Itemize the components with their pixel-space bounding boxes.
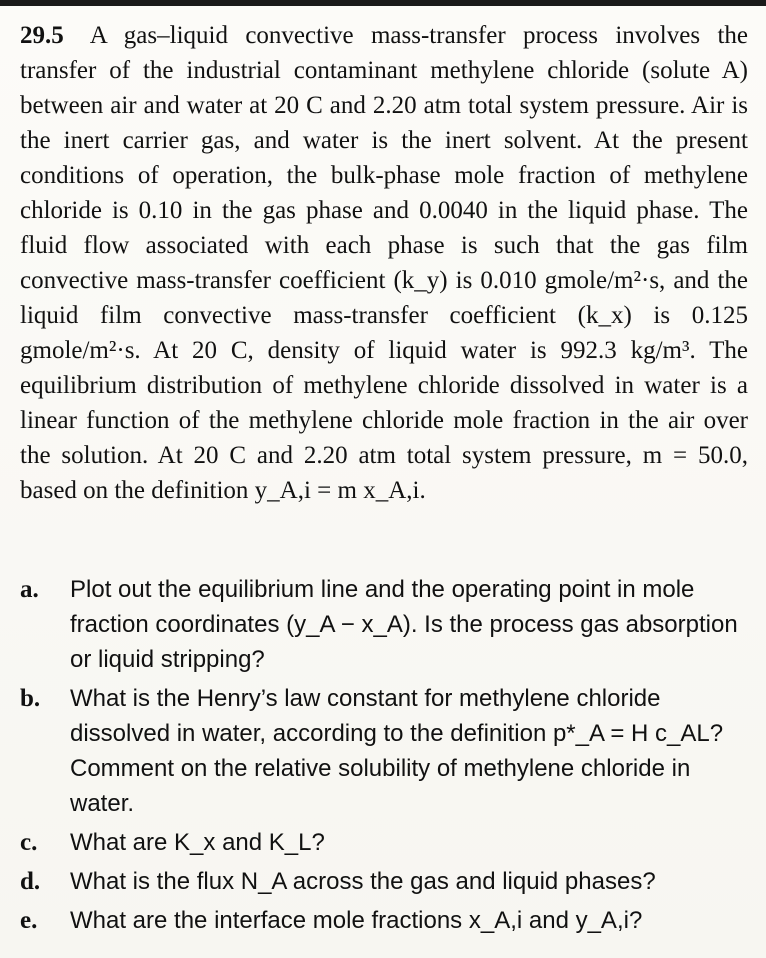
problem-text: A gas–liquid convective mass-transfer process involves the transfer of the industrial contaminant methylene chloride (solute A) between air and water at 20 C and 2.20 atm total system pressure. Air is the inert carrier gas, and water is the inert solvent. At the present conditions of operation, the bulk-phase mole fraction of methylene chloride is 0.10 in the gas phase and 0.0040 in the liquid phase. The fluid flow associated with each phase is such that the gas film convective mass-transfer coefficient (k_y) is 0.010 gmole/m²·s, and the liquid film convective mass-transfer coefficient (k_x) is 0.125 gmole/m²·s. At 20 C, density of liquid water is 992.3 kg/m³. The equilibrium distribution of methylene chloride dissolved in water is a linear function of the methylene chloride mole fraction in the air over the solution. At 20 C and 2.20 atm total system pressure, m = 50.0, based on the definition y_A,i = m x_A,i. (20, 22, 748, 504)
problem-number: 29.5 (20, 22, 64, 49)
part-e-text: What are the interface mole fractions x_A,i and y_A,i? (70, 907, 643, 934)
problem-statement (20, 18, 748, 508)
part-a-text: Plot out the equilibrium line and the operating point in mole fraction coordinates (y_A − x_A). Is the process gas absorption or liquid stripping? (70, 576, 738, 673)
part-d-letter: d. (20, 868, 41, 895)
part-b (20, 681, 748, 821)
part-e-letter: e. (20, 907, 38, 934)
part-b-text: What is the Henry’s law constant for methylene chloride dissolved in water, according to the definition p*_A = H c_AL? Comment on the relative solubility of methylene chloride in water. (70, 685, 724, 817)
problem-parts (20, 572, 748, 942)
part-e (20, 903, 748, 938)
part-b-letter: b. (20, 685, 41, 712)
part-a (20, 572, 748, 677)
part-a-letter: a. (20, 576, 39, 603)
part-d (20, 864, 748, 899)
part-d-text: What is the flux N_A across the gas and liquid phases? (70, 868, 656, 895)
part-c (20, 825, 748, 860)
part-c-letter: c. (20, 829, 38, 856)
part-c-text: What are K_x and K_L? (70, 829, 325, 856)
